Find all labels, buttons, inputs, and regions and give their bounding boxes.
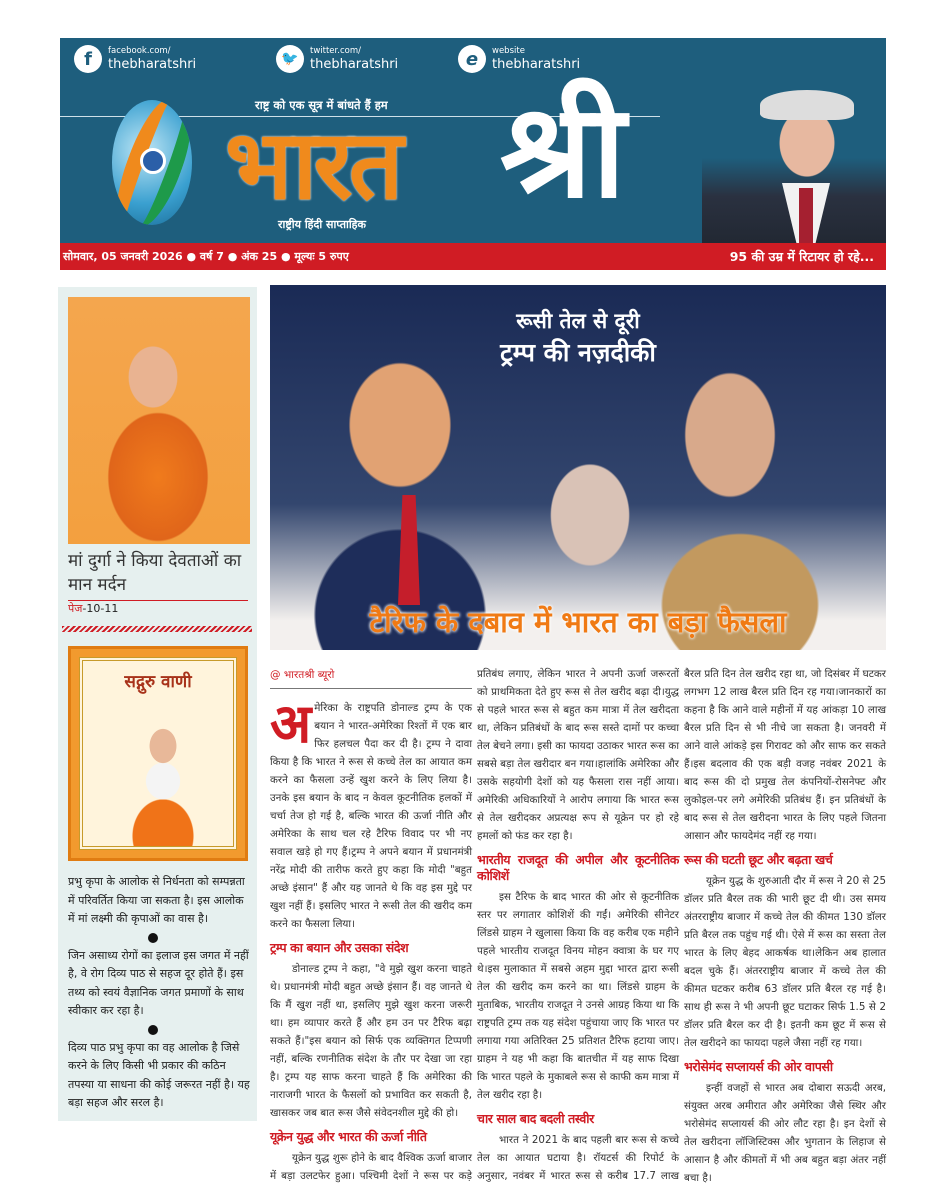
subheading: भरोसेमंद सप्लायर्स की ओर वापसी	[684, 1059, 833, 1074]
subheading: चार साल बाद बदली तस्वीर	[477, 1111, 594, 1126]
social-label: facebook.com/	[108, 46, 171, 56]
sidebar-story-title[interactable]: मां दुर्गा ने किया देवताओं का मान मर्दन	[68, 551, 242, 595]
logo-shri: श्री	[500, 75, 626, 227]
subtitle: राष्ट्रीय हिंदी साप्ताहिक	[278, 218, 366, 231]
subheading: ट्रम्प का बयान और उसका संदेश	[270, 940, 409, 955]
quote: दिव्य पाठ प्रभु कृपा का वह आलोक है जिसे करने के लिए किसी भी प्रकार की कठिन तपस्या या साधना की कोई जरूरत नहीं है। यह बड़ा सहज और सरल है।	[68, 1040, 250, 1109]
hero-kicker	[270, 305, 886, 369]
sadguru-photo	[118, 706, 208, 846]
globe-logo-icon	[112, 100, 192, 225]
twitter-icon: 🐦	[276, 45, 304, 73]
social-handle: thebharatshri	[108, 57, 197, 72]
paragraph: मेरिका के राष्ट्रपति डोनाल्ड ट्रम्प के एक बयान ने भारत-अमेरिका रिश्तों में एक बार फिर हलचल पैदा कर दी है। ट्रम्प ने दावा किया है कि भारत ने रूस से कच्चे तेल का आयात कम करने का फैसला उन्हें खुश करने के लिए लिया है। उनके इस बयान के बाद न केवल कूटनीतिक हलकों में चर्चा तेज हो गई है, बल्कि भारत की ऊर्जा नीति और अमेरिका के साथ चल रहे टैरिफ विवाद पर भी नए सवाल खड़े हो गए हैं।ट्रम्प ने अपने बयान में प्रधानमंत्री नरेंद्र मोदी की तारीफ करते हुए कहा कि मोदी "बहुत अच्छे इंसान" हैं और यह जानते थे कि वह इस मुद्दे पर खुश नहीं हैं। इसलिए भारत ने रूसी तेल की खरीद कम करने का फैसला लिया।	[270, 702, 472, 930]
twitter-link[interactable]	[276, 45, 398, 73]
sadguru-vani-frame	[68, 646, 248, 861]
vani-title: सद्गुरु वाणी	[124, 672, 192, 692]
paragraph: इस टैरिफ के बाद भारत की ओर से कूटनीतिक स्तर पर लगातार कोशिशें की गईं। अमेरिकी सीनेटर लिंडसे ग्राहम ने खुलासा किया कि वह करीब एक महीने पहले भारतीय राजदूत विनय मोहन क्वात्रा के घर गए थे।इस मुलाकात में सबसे अहम मुद्दा भारत द्वारा रूसी तेल की खरीद कम करने का था। लिंडसे ग्राहम के मुताबिक, भारतीय राजदूत ने उनसे आग्रह किया था कि राष्ट्रपति ट्रम्प तक यह संदेश पहुंचाया जाए कि भारत पर लगाया गया अतिरिक्त 25 प्रतिशत टैरिफ हटाया जाए।ग्राहम ने यह भी कहा कि बातचीत में यह साफ दिखा कि भारत पहले के मुकाबले रूस से काफी कम मात्रा में तेल खरीद रहा है।	[477, 891, 679, 1101]
dateline: सोमवार, 05 जनवरी 2026 ● वर्ष 7 ● अंक 25 ● मूल्यः 5 रुपए	[63, 250, 349, 263]
paragraph: भारत ने 2021 के बाद पहली बार रूस से कच्चे तेल का आयात घटाया है। रॉयटर्स की रिपोर्ट के अनुसार, नवंबर में भारत रूस से करीब 17.7 लाख बैरल प्रति दिन तेल खरीद रहा था, जो दिसंबर में घटकर लगभग 12 लाख बैरल प्रति दिन रह गया।जानकारों का कहना है कि आने वाले महीनों में यह आंकड़ा 10 लाख बैरल प्रति दिन से भी नीचे जा सकता है। जनवरी में आने वाले आंकड़े इस गिरावट को और साफ कर सकते हैं।इस बदलाव की एक बड़ी वजह नवंबर 2021 के बाद रूस की दो प्रमुख तेल कंपनियों-रोसनेफ्ट और लुकोइल-पर लगे अमेरिकी प्रतिबंध हैं। इन प्रतिबंधों के बाद रूस से तेल खरीदना भारत के लिए पहले जितना आसान और फायदेमंद नहीं रह गया।	[477, 668, 886, 1182]
sidebar	[58, 287, 257, 1121]
page-number: -10-11	[82, 602, 119, 615]
quote: प्रभु कृपा के आलोक से निर्धनता को सम्पन्नता में परिवर्तित किया जा सकता है। इस आलोक में मां लक्ष्मी की कृपाओं का वास है।	[68, 875, 245, 925]
social-label: website	[492, 46, 525, 56]
logo-bharat: भारत	[225, 109, 400, 221]
internet-explorer-icon: e	[458, 45, 486, 73]
quote: जिन असाध्य रोगों का इलाज इस जगत में नहीं है, वे रोग दिव्य पाठ से सहज दूर होते हैं। इस तथ्य को स्वयं वैज्ञानिक जगत प्रमाणों के साथ स्वीकार कर रहा है।	[68, 948, 249, 1017]
paragraph: यूक्रेन युद्ध शुरू होने के बाद वैश्विक ऊर्जा बाजार में बड़ा उलटफेर हुआ। पश्चिमी देशों ने रूस पर कड़े प्रतिबंध लगाए, लेकिन भारत ने अपनी ऊर्जा जरूरतों को प्राथमिकता देते हुए रूस से तेल खरीद बढ़ा दी।युद्ध से पहले भारत रूस से बहुत कम मात्रा में तेल खरीदता था, लेकिन प्रतिबंधों के बाद रूस सस्ते दामों पर कच्चा तेल बेचने लगा। इसी का फायदा उठाकर भारत रूस का सबसे बड़ा तेल खरीदार बन गया।हालांकि अमेरिका और उसके सहयोगी देशों को यह फैसला रास नहीं आया। अमेरिकी अधिकारियों ने आरोप लगाया कि भारत रूस से तेल खरीदकर अप्रत्यक्ष रूप से यूक्रेन पर हो रहे हमलों को फंड कर रहा है।	[270, 668, 679, 1182]
subheading: भारतीय राजदूत की अपील और कूटनीतिक कोशिशें	[477, 852, 679, 883]
teaser-photo[interactable]	[702, 88, 886, 243]
facebook-icon: f	[74, 45, 102, 73]
teaser-link[interactable]: 95 की उम्र में रिटायर हो रहे...	[729, 249, 874, 264]
paragraph: इन्हीं वजहों से भारत अब दोबारा सऊदी अरब, संयुक्त अरब अमीरात और अमेरिका जैसे स्थिर और भरोसेमंद सप्लायर्स की ओर लौट रहा है। इन देशों से तेल खरीदना लॉजिस्टिक्स और भुगतान के लिहाज से आसान है और कीमतों में भी अब बहुत बड़ा अंतर नहीं बचा है।	[684, 1082, 886, 1184]
bullet-icon	[148, 933, 158, 943]
subheading: यूक्रेन युद्ध और भारत की ऊर्जा नीति	[270, 1129, 427, 1144]
zigzag-divider	[62, 626, 252, 632]
masthead	[60, 38, 886, 270]
kicker-line: रूसी तेल से दूरी	[516, 309, 640, 333]
article-body	[270, 665, 886, 1187]
kicker-line: ट्रम्प की नज़दीकी	[500, 338, 656, 367]
page-label: पेज	[68, 602, 83, 615]
paragraph: डोनाल्ड ट्रम्प ने कहा, "वे मुझे खुश करना चाहते थे। प्रधानमंत्री मोदी बहुत अच्छे इंसान हैं। वह जानते थे कि मैं खुश नहीं था, इसलिए मुझे खुश करना जरूरी था। हम व्यापार करते हैं और हम उन पर टैरिफ बढ़ा सकते हैं।"इस बयान को सिर्फ एक व्यक्तिगत टिप्पणी नहीं, बल्कि रणनीतिक संदेश के तौर पर देखा जा रहा है। ट्रम्प यह साफ करना चाहते हैं कि अमेरिका की नाराजगी भारत के फैसलों को प्रभावित कर सकती है, खासकर जब बात रूस जैसे संवेदनशील मुद्दे की हो।	[270, 963, 472, 1119]
headline: टैरिफ के दबाव में भारत का बड़ा फैसला	[369, 605, 787, 639]
story-photo[interactable]	[68, 297, 250, 544]
dateline-band	[60, 243, 886, 270]
hero-image[interactable]	[270, 285, 886, 650]
byline: @ भारतश्री ब्यूरो	[270, 665, 472, 689]
page-reference	[68, 601, 250, 617]
subheading: रूस की घटती छूट और बढ़ता खर्च	[684, 852, 833, 867]
paragraph: यूक्रेन युद्ध के शुरुआती दौर में रूस ने 20 से 25 डॉलर प्रति बैरल तक की भारी छूट दी थी। उस समय अंतरराष्ट्रीय बाजार में कच्चे तेल की कीमत 130 डॉलर प्रति बैरल तक पहुंच गई थी। ऐसे में रूस का सस्ता तेल भारत के लिए बेहद आकर्षक था।लेकिन अब हालात बदल चुके हैं। अंतरराष्ट्रीय बाजार में कच्चे तेल की कीमत घटकर करीब 63 डॉलर प्रति बैरल रह गई है। साथ ही रूस ने भी अपनी छूट घटाकर सिर्फ 1.5 से 2 डॉलर प्रति बैरल कर दी है। इतनी कम छूट में रूस से तेल खरीदने का फायदा पहले जैसा नहीं रह गया।	[684, 875, 886, 1049]
social-handle: thebharatshri	[492, 57, 581, 72]
social-label: twitter.com/	[310, 46, 361, 56]
tagline: राष्ट्र को एक सूत्र में बांधते हैं हम	[255, 98, 388, 112]
drop-cap: अ	[270, 692, 312, 755]
facebook-link[interactable]	[74, 45, 196, 73]
website-link[interactable]	[458, 45, 580, 73]
social-handle: thebharatshri	[310, 57, 399, 72]
bullet-icon	[148, 1025, 158, 1035]
